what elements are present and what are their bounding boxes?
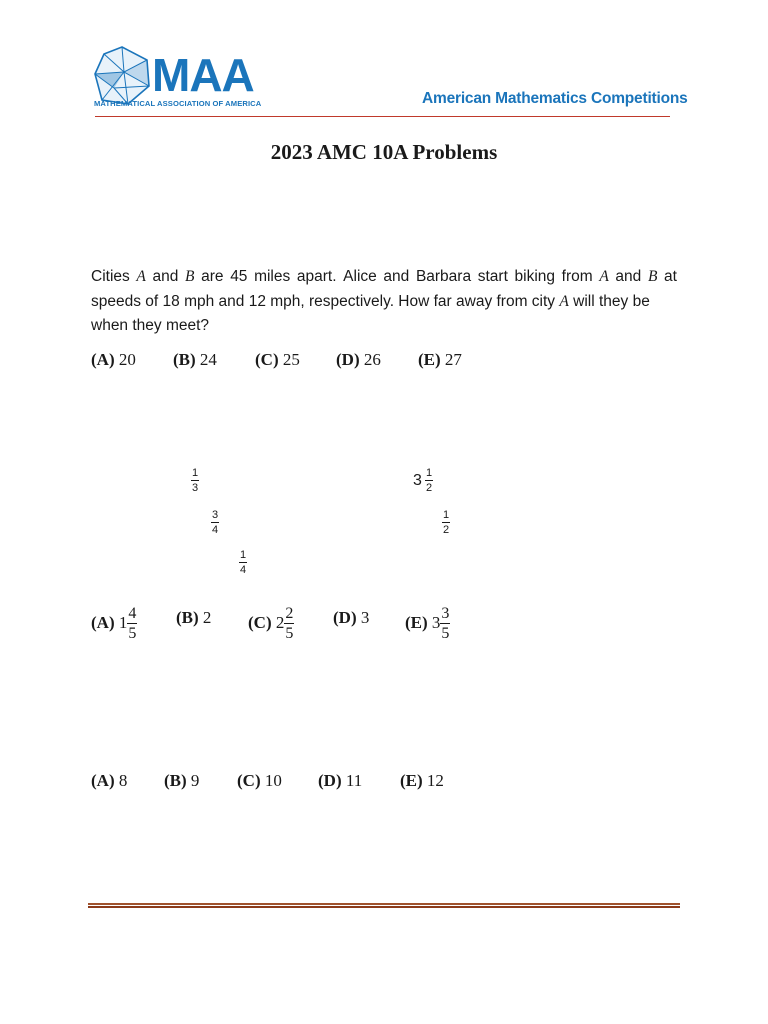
problem-2-choices [91,598,491,640]
choice-a [91,350,136,370]
choice-d [336,350,381,370]
choice-label: (D) [333,608,357,627]
choice-label: (A) [91,350,115,369]
fraction-fragment [442,510,450,536]
numerator: 4 [128,605,137,622]
choice-value: 12 [426,771,444,790]
header-divider [95,116,670,117]
choice-label: (E) [418,350,441,369]
page-title: 2023 AMC 10A Problems [270,140,498,164]
choice-value: 8 [118,771,128,790]
denominator: 3 [192,482,199,494]
denominator: 5 [128,625,137,642]
denominator: 2 [443,524,450,536]
choice-e [400,771,444,791]
text: will they be [573,292,650,310]
choice-label: (B) [173,350,196,369]
fraction-fragment [239,550,247,576]
whole-part: 3 [431,612,441,632]
logo-subtitle: MATHEMATICAL ASSOCIATION OF AMERICA [94,99,262,108]
problem-1-line-3: when they meet? [91,317,210,334]
var-b: B [647,268,658,285]
word: and [615,268,642,285]
choice-label: (E) [405,612,428,632]
word: Barbara [415,268,472,285]
choice-b [176,608,211,628]
choice-label: (D) [336,350,360,369]
choice-value: 10 [264,771,282,790]
choice-label: (C) [255,350,279,369]
choice-value: 3 [360,608,370,627]
choice-a [91,771,127,791]
choice-label: (C) [248,612,272,632]
choice-label: (C) [237,771,261,790]
choice-label: (B) [176,608,199,627]
word: miles [254,268,291,285]
choice-value: 27 [444,350,462,369]
choice-value: 25 [282,350,300,369]
choice-b [164,771,199,791]
text: speeds of 18 mph and 12 mph, respectively. How far away from city [91,292,556,310]
numerator: 1 [192,467,199,479]
choice-value: 2 [202,608,212,627]
numerator: 1 [443,509,450,521]
whole-part: 3 [413,472,422,489]
denominator: 2 [425,482,433,494]
numerator: 1 [240,549,247,561]
fraction-fragment [191,468,199,494]
denominator: 5 [285,625,294,642]
choice-value: 11 [345,771,363,790]
fraction-fragment [211,510,219,536]
choice-label: (A) [91,771,115,790]
amc-header-title: American Mathematics Competitions [422,90,688,107]
var-a: A [599,268,609,285]
var-a: A [559,292,569,310]
denominator: 5 [441,625,450,642]
word: start [477,268,508,285]
choice-label: (D) [318,771,342,790]
word: apart. [296,268,337,285]
choice-label: (E) [400,771,423,790]
logo-wordmark: MAA [152,49,254,101]
choice-a [91,606,137,642]
word: biking [514,268,556,285]
numerator: 2 [285,605,294,622]
choice-c [248,606,294,642]
problem-1-text [91,265,691,339]
numerator: 1 [425,467,433,479]
word: are [201,268,224,285]
whole-part: 2 [275,612,285,632]
choice-value: 26 [363,350,381,369]
choice-c [237,771,282,791]
choice-e [418,350,462,370]
mixed-number-fragment [413,468,433,494]
choice-value: 9 [190,771,200,790]
var-a: A [136,268,146,285]
problem-3-choices [91,771,491,795]
whole-part: 1 [118,612,128,632]
choice-label: (A) [91,612,115,632]
choice-value: 20 [118,350,136,369]
problem-1-choices [91,350,511,374]
denominator: 4 [240,564,247,576]
word: from [561,268,593,285]
word: and [152,268,179,285]
choice-d [333,608,369,628]
numerator: 3 [441,605,450,622]
choice-e [405,606,450,642]
footer-divider [88,903,680,908]
word: Alice [343,268,377,285]
numerator: 3 [212,509,219,521]
choice-label: (B) [164,771,187,790]
word: and [383,268,410,285]
word: 45 [230,268,248,285]
denominator: 4 [212,524,219,536]
choice-c [255,350,300,370]
var-b: B [185,268,195,285]
choice-value: 24 [199,350,217,369]
word: Cities [91,268,130,285]
choice-d [318,771,362,791]
problem-1-line-2 [91,290,691,315]
word: at [664,268,677,285]
problem-1-line-1 [91,265,677,290]
choice-b [173,350,217,370]
